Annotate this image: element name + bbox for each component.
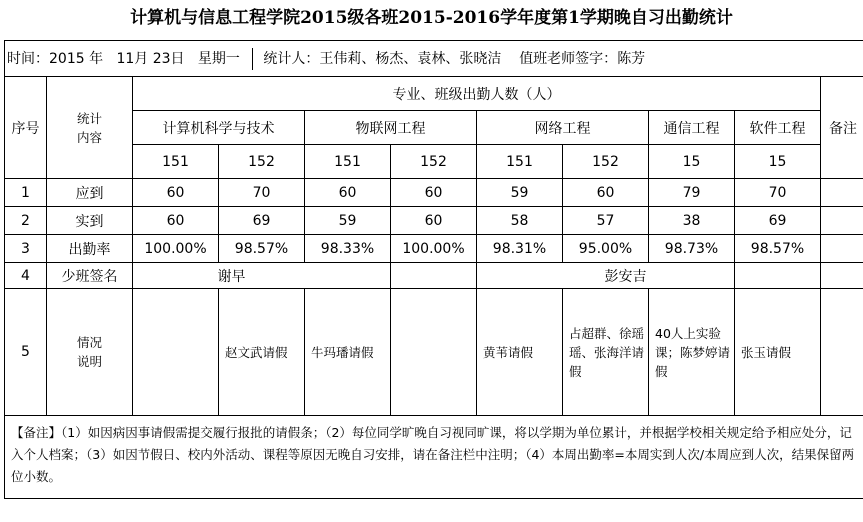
note-row xyxy=(5,416,863,499)
value-cell: 100.00% xyxy=(133,235,219,263)
class-header: 15 xyxy=(649,145,735,179)
info-row xyxy=(5,41,863,77)
value-cell: 59 xyxy=(305,207,391,235)
teacher-label: 值班老师签字： xyxy=(519,50,618,67)
value-cell: 60 xyxy=(133,179,219,207)
class-header: 152 xyxy=(219,145,305,179)
situation-row xyxy=(5,289,863,416)
remark-cell xyxy=(821,235,863,263)
remark-cell xyxy=(821,263,863,289)
remark-cell xyxy=(821,289,863,416)
note-text: 【备注】（1）如因病因事请假需提交履行报批的请假条；（2）每位同学旷晚自习视同旷课，将以学期为单位累计，并根据学校相关规定给予相应处分，记入个人档案；（3）如因节假日、校内外活动、课程等原因无晚自习安排，请在备注栏中注明；（4）本周出勤率=本周实到人次/本周应到人次，结果保留两位小数。 xyxy=(5,416,863,499)
value-cell: 57 xyxy=(563,207,649,235)
situation-cell: 占超群、徐瑶瑶、张海洋请假 xyxy=(563,289,649,416)
value-cell: 69 xyxy=(735,207,821,235)
value-cell: 59 xyxy=(477,179,563,207)
table-row xyxy=(5,179,863,207)
table-row xyxy=(5,235,863,263)
row-seq: 4 xyxy=(5,263,47,289)
value-cell: 98.57% xyxy=(219,235,305,263)
row-label: 应到 xyxy=(47,179,133,207)
sign-net: 彭安吉 xyxy=(477,263,735,289)
year: 2015 xyxy=(49,50,85,67)
major-comm: 通信工程 xyxy=(649,111,735,145)
sign-row xyxy=(5,263,863,289)
major-cs: 计算机科学与技术 xyxy=(133,111,305,145)
row-seq: 2 xyxy=(5,207,47,235)
row-label: 少班签名 xyxy=(47,263,133,289)
attendance-table xyxy=(4,40,863,499)
row-label: 实到 xyxy=(47,207,133,235)
value-cell: 60 xyxy=(391,179,477,207)
situation-cell: 40人上实验课；陈梦婷请假 xyxy=(649,289,735,416)
row-label: 情况 说明 xyxy=(47,289,133,416)
value-cell: 58 xyxy=(477,207,563,235)
class-header: 151 xyxy=(477,145,563,179)
value-cell: 60 xyxy=(305,179,391,207)
counters: 王伟莉、杨杰、袁林、张晓洁 xyxy=(319,50,502,67)
table-row xyxy=(5,207,863,235)
row-seq: 5 xyxy=(5,289,47,416)
year-unit: 年 xyxy=(89,50,104,67)
value-cell: 70 xyxy=(219,179,305,207)
sign-cs: 谢早 xyxy=(133,263,391,289)
class-header: 151 xyxy=(133,145,219,179)
value-cell: 60 xyxy=(391,207,477,235)
day: 23日 xyxy=(152,50,185,67)
value-cell: 70 xyxy=(735,179,821,207)
major-network: 网络工程 xyxy=(477,111,649,145)
row-seq: 3 xyxy=(5,235,47,263)
value-cell: 98.57% xyxy=(735,235,821,263)
remark-header: 备注 xyxy=(821,77,863,179)
value-cell: 79 xyxy=(649,179,735,207)
class-header: 152 xyxy=(391,145,477,179)
row-label: 出勤率 xyxy=(47,235,133,263)
row-seq: 1 xyxy=(5,179,47,207)
info-cell xyxy=(5,41,863,77)
sign-empty xyxy=(735,263,821,289)
value-cell: 38 xyxy=(649,207,735,235)
situation-cell: 张玉请假 xyxy=(735,289,821,416)
value-cell: 98.73% xyxy=(649,235,735,263)
remark-cell xyxy=(821,179,863,207)
situation-cell: 牛玛璠请假 xyxy=(305,289,391,416)
major-software: 软件工程 xyxy=(735,111,821,145)
class-header: 151 xyxy=(305,145,391,179)
value-cell: 60 xyxy=(563,179,649,207)
situation-cell xyxy=(391,289,477,416)
content-header: 统计 内容 xyxy=(47,77,133,179)
teacher-name: 陈芳 xyxy=(617,50,646,67)
month: 11月 xyxy=(116,50,149,67)
class-header: 152 xyxy=(563,145,649,179)
situation-cell: 黄苇请假 xyxy=(477,289,563,416)
header-row-1 xyxy=(5,77,863,111)
value-cell: 95.00% xyxy=(563,235,649,263)
group-header: 专业、班级出勤人数（人） xyxy=(133,77,821,111)
class-header: 15 xyxy=(735,145,821,179)
sign-empty xyxy=(391,263,477,289)
value-cell: 98.31% xyxy=(477,235,563,263)
header-row-classes xyxy=(5,145,863,179)
value-cell: 98.33% xyxy=(305,235,391,263)
value-cell: 60 xyxy=(133,207,219,235)
value-cell: 100.00% xyxy=(391,235,477,263)
situation-cell: 赵文武请假 xyxy=(219,289,305,416)
value-cell: 69 xyxy=(219,207,305,235)
time-label: 时间： xyxy=(7,50,49,67)
remark-cell xyxy=(821,207,863,235)
header-row-majors xyxy=(5,111,863,145)
major-iot: 物联网工程 xyxy=(305,111,477,145)
seq-header: 序号 xyxy=(5,77,47,179)
page-title: 计算机与信息工程学院2015级各班2015-2016学年度第1学期晚自习出勤统计 xyxy=(130,8,733,28)
situation-cell xyxy=(133,289,219,416)
counter-label: 统计人： xyxy=(263,50,320,67)
weekday: 星期一 xyxy=(197,50,240,67)
